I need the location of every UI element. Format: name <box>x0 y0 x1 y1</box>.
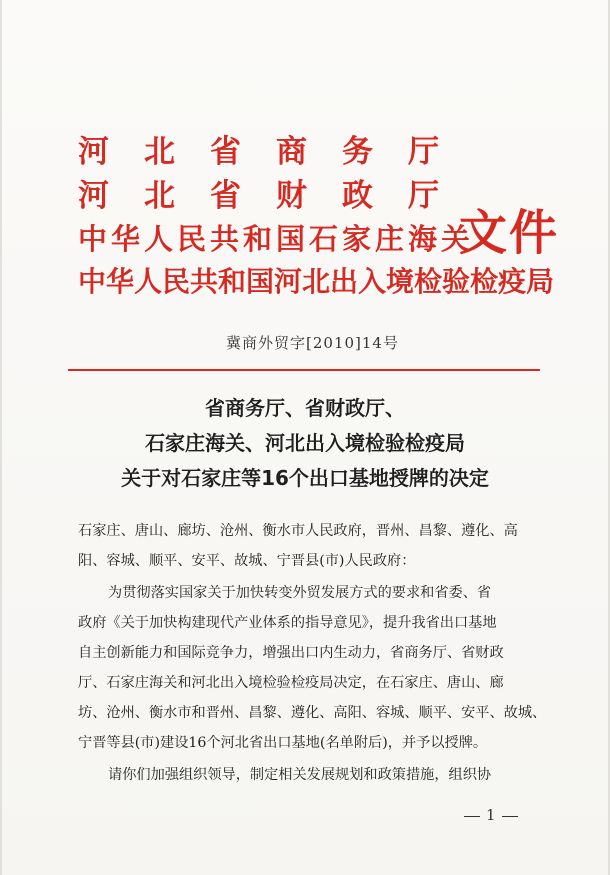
body-line-6: 厅、石家庄海关和河北出入境检验检疫局决定，在石家庄、唐山、廊 <box>78 675 504 691</box>
page-number-dash-left <box>464 816 480 817</box>
page-number-dash-right <box>502 816 518 817</box>
document-number: 冀商外贸字[2010]14号 <box>226 334 399 352</box>
page-number-value: 1 <box>486 806 496 824</box>
red-divider-line <box>68 369 540 371</box>
issuer-commerce-dept: 河北省商务厅 <box>78 134 474 170</box>
body-line-5: 自主创新能力和国际竞争力，增强出口内生动力，省商务厅、省财政 <box>78 645 504 661</box>
body-line-9: 请你们加强组织领导，制定相关发展规划和政策措施，组织协 <box>108 767 492 783</box>
title-line-3: 关于对石家庄等16个出口基地授牌的决定 <box>121 466 489 490</box>
document-word: 文件 <box>459 205 560 261</box>
body-line-3: 为贯彻落实国家关于加快转变外贸发展方式的要求和省委、省 <box>108 585 492 601</box>
body-line-4: 政府《关于加快构建现代产业体系的指导意见》，提升我省出口基地 <box>78 615 497 631</box>
title-line-1: 省商务厅、省财政厅、 <box>205 396 405 420</box>
body-line-8: 宁晋等县(市)建设16个河北省出口基地(名单附后)，并予以授牌。 <box>78 735 488 751</box>
body-line-2: 阳、容城、顺平、安平、故城、宁晋县(市)人民政府： <box>78 553 416 569</box>
body-line-1: 石家庄、唐山、廊坊、沧州、衡水市人民政府，晋州、昌黎、遵化、高 <box>78 523 518 539</box>
body-line-7: 坊、沧州、衡水市和晋州、昌黎、遵化、高阳、容城、顺平、安平、故城、 <box>78 705 547 721</box>
page-number <box>458 806 524 824</box>
issuer-finance-dept: 河北省财政厅 <box>78 178 474 214</box>
title-line-2: 石家庄海关、河北出入境检验检疫局 <box>145 431 465 455</box>
issuer-shijiazhuang-customs: 中华人民共和国石家庄海关 <box>78 222 475 256</box>
issuer-hebei-inspection-bureau: 中华人民共和国河北出入境检验检疫局 <box>78 265 555 298</box>
